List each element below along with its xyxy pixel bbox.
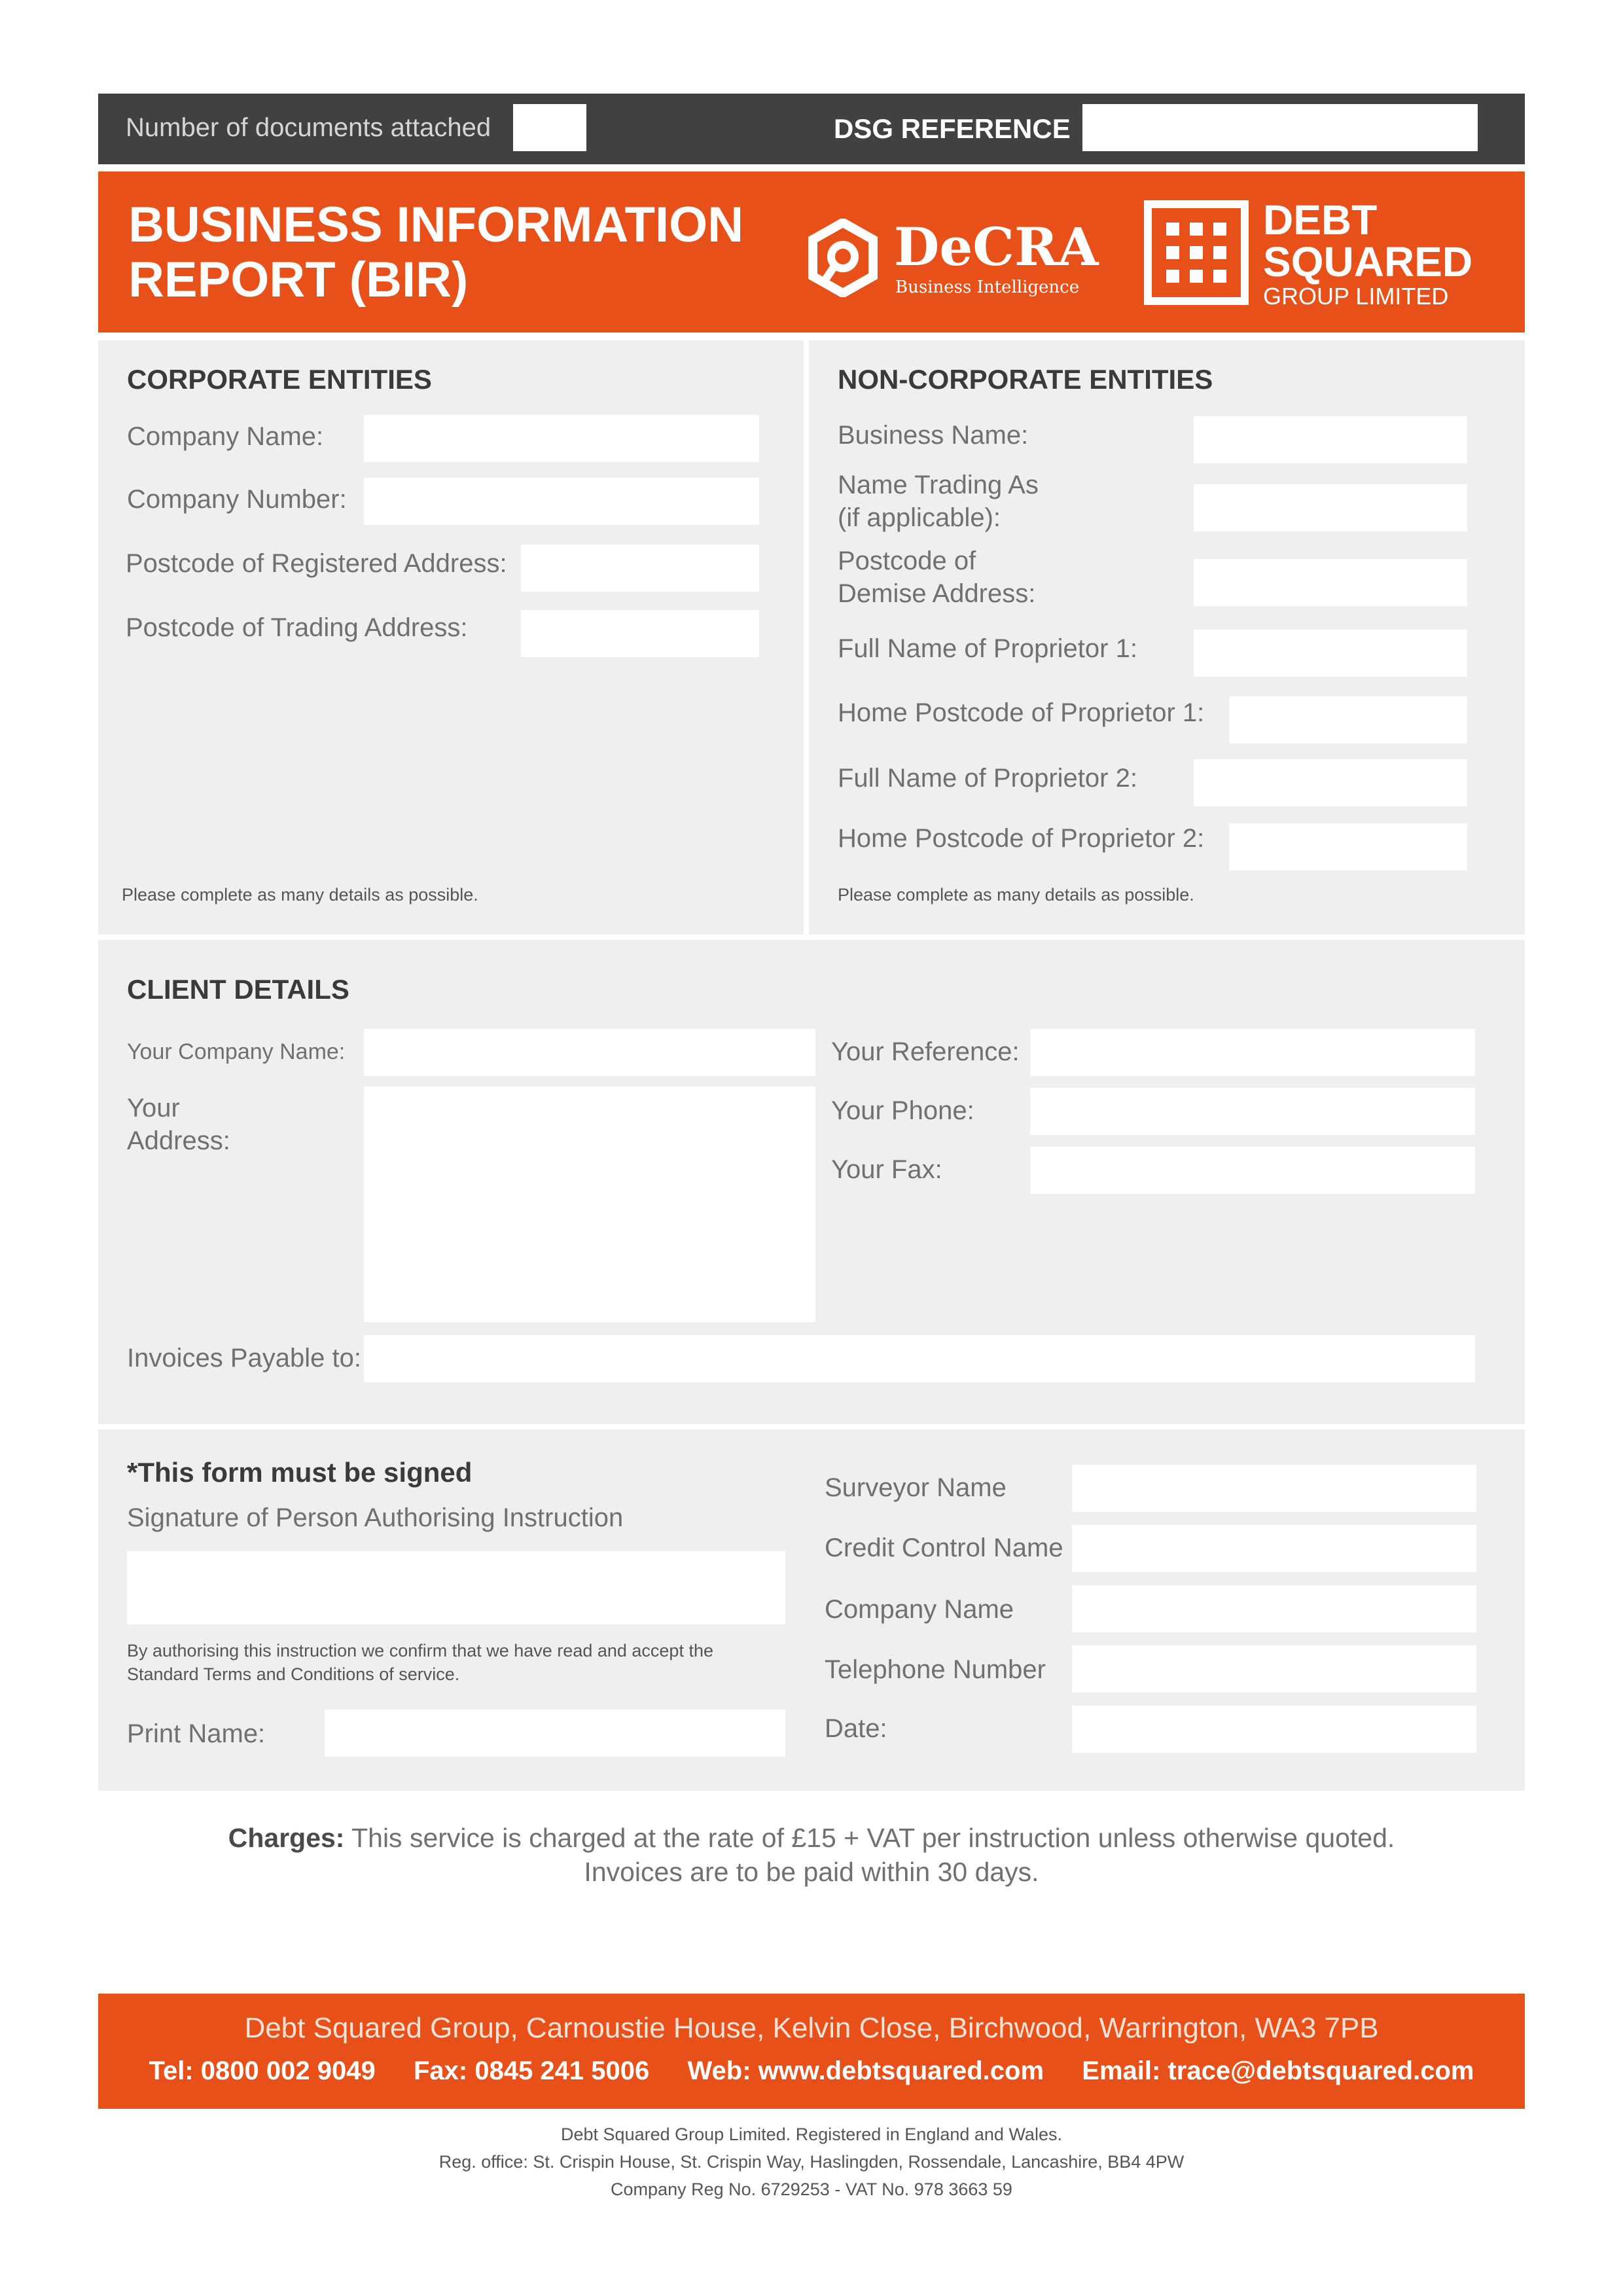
date-input[interactable]	[1072, 1706, 1476, 1753]
postcode-trading-label: Postcode of Trading Address:	[126, 613, 468, 642]
noncorporate-note: Please complete as many details as possible.	[838, 885, 1194, 905]
proprietor2-name-label: Full Name of Proprietor 2:	[838, 764, 1137, 793]
invoices-payable-input[interactable]	[364, 1335, 1475, 1382]
postcode-registered-label: Postcode of Registered Address:	[126, 549, 507, 578]
confirm-terms-text: By authorising this instruction we confirm that we have read and accept the Standard Terms and Conditions of service.	[127, 1641, 713, 1684]
signature-panel	[98, 1429, 1525, 1791]
dsg-reference-label: DSG REFERENCE	[834, 113, 1071, 144]
your-phone-input[interactable]	[1030, 1088, 1475, 1135]
your-reference-label: Your Reference:	[831, 1037, 1020, 1066]
debt-squared-grid-icon	[1144, 200, 1249, 305]
your-address-label: Your Address:	[127, 1094, 230, 1155]
surveyor-name-label: Surveyor Name	[825, 1473, 1007, 1502]
corporate-note: Please complete as many details as possible.	[122, 885, 478, 905]
docs-attached-input[interactable]	[513, 104, 586, 151]
legal-text: Debt Squared Group Limited. Registered in England and Wales. Reg. office: St. Crispin House, St. Crispin Way, Haslingden, Rossendale, Lancashire, BB4 4PW Company Reg No. 6729253 - VAT No. 978 3663 59	[438, 2125, 1185, 2199]
top-bar	[98, 94, 1525, 164]
your-company-name-input[interactable]	[364, 1029, 815, 1076]
footer-address: Debt Squared Group, Carnoustie House, Kelvin Close, Birchwood, Warrington, WA3 7PB	[244, 2012, 1379, 2044]
company-number-label: Company Number:	[127, 485, 347, 514]
your-company-name-label: Your Company Name:	[127, 1039, 346, 1064]
docs-attached-label: Number of documents attached	[126, 113, 491, 142]
credit-control-name-input[interactable]	[1072, 1525, 1476, 1572]
corporate-heading: CORPORATE ENTITIES	[127, 364, 432, 395]
signature-input[interactable]	[127, 1551, 785, 1624]
demise-address-label: Postcode of Demise Address:	[838, 547, 1036, 608]
proprietor2-name-input[interactable]	[1194, 759, 1467, 806]
report-title: BUSINESS INFORMATION REPORT (BIR)	[128, 197, 744, 308]
telephone-number-input[interactable]	[1072, 1645, 1476, 1693]
proprietor1-postcode-label: Home Postcode of Proprietor 1:	[838, 698, 1205, 727]
trading-as-label: Name Trading As (if applicable):	[838, 471, 1039, 532]
footer-web-link[interactable]: Web: www.debtsquared.com	[687, 2056, 1044, 2085]
company-number-input[interactable]	[364, 478, 759, 525]
telephone-number-label: Telephone Number	[825, 1655, 1046, 1684]
proprietor2-postcode-input[interactable]	[1229, 823, 1467, 870]
date-label: Date:	[825, 1714, 887, 1743]
print-name-input[interactable]	[325, 1710, 785, 1757]
your-fax-input[interactable]	[1030, 1147, 1475, 1194]
debt-squared-logo: DEBT SQUARED GROUP LIMITED	[1144, 200, 1510, 305]
postcode-trading-input[interactable]	[521, 610, 759, 657]
invoices-payable-label: Invoices Payable to:	[127, 1344, 361, 1372]
business-name-input[interactable]	[1194, 416, 1467, 463]
footer-fax: Fax: 0845 241 5006	[413, 2056, 650, 2085]
decra-logo: DeCRA Business Intelligence	[804, 219, 1085, 297]
credit-control-name-label: Credit Control Name	[825, 1534, 1063, 1562]
proprietor1-name-label: Full Name of Proprietor 1:	[838, 634, 1137, 663]
your-address-input[interactable]	[364, 1086, 815, 1322]
footer-contacts	[98, 2056, 1525, 2086]
title-banner	[98, 171, 1525, 332]
dsg-reference-input[interactable]	[1082, 104, 1478, 151]
company-name-sig-label: Company Name	[825, 1595, 1014, 1624]
company-name-sig-input[interactable]	[1072, 1585, 1476, 1632]
proprietor2-postcode-label: Home Postcode of Proprietor 2:	[838, 824, 1205, 853]
must-be-signed-heading: *This form must be signed	[127, 1457, 473, 1488]
business-name-label: Business Name:	[838, 421, 1029, 450]
proprietor1-name-input[interactable]	[1194, 630, 1467, 677]
your-phone-label: Your Phone:	[831, 1096, 974, 1125]
postcode-registered-input[interactable]	[521, 545, 759, 592]
company-name-input[interactable]	[364, 415, 759, 462]
client-details-panel	[98, 940, 1525, 1424]
proprietor1-postcode-input[interactable]	[1229, 696, 1467, 744]
demise-postcode-input[interactable]	[1194, 559, 1467, 606]
company-name-label: Company Name:	[127, 422, 324, 451]
your-reference-input[interactable]	[1030, 1029, 1475, 1076]
surveyor-name-input[interactable]	[1072, 1465, 1476, 1512]
footer-contact-bar	[98, 1994, 1525, 2109]
footer-email-link[interactable]: Email: trace@debtsquared.com	[1082, 2056, 1474, 2085]
your-fax-label: Your Fax:	[831, 1155, 942, 1184]
noncorporate-heading: NON-CORPORATE ENTITIES	[838, 364, 1213, 395]
footer-tel[interactable]: Tel: 0800 002 9049	[149, 2056, 376, 2085]
non-corporate-entities-panel	[809, 340, 1525, 935]
print-name-label: Print Name:	[127, 1719, 266, 1748]
client-heading: CLIENT DETAILS	[127, 974, 349, 1005]
corporate-entities-panel	[98, 340, 804, 935]
signature-label: Signature of Person Authorising Instruction	[127, 1503, 624, 1532]
decra-logo-icon	[804, 219, 882, 297]
trading-as-input[interactable]	[1194, 484, 1467, 531]
charges-text: Charges: This service is charged at the rate of £15 + VAT per instruction unless otherwise quoted. Invoices are to be paid within 30 days.	[228, 1823, 1395, 1887]
